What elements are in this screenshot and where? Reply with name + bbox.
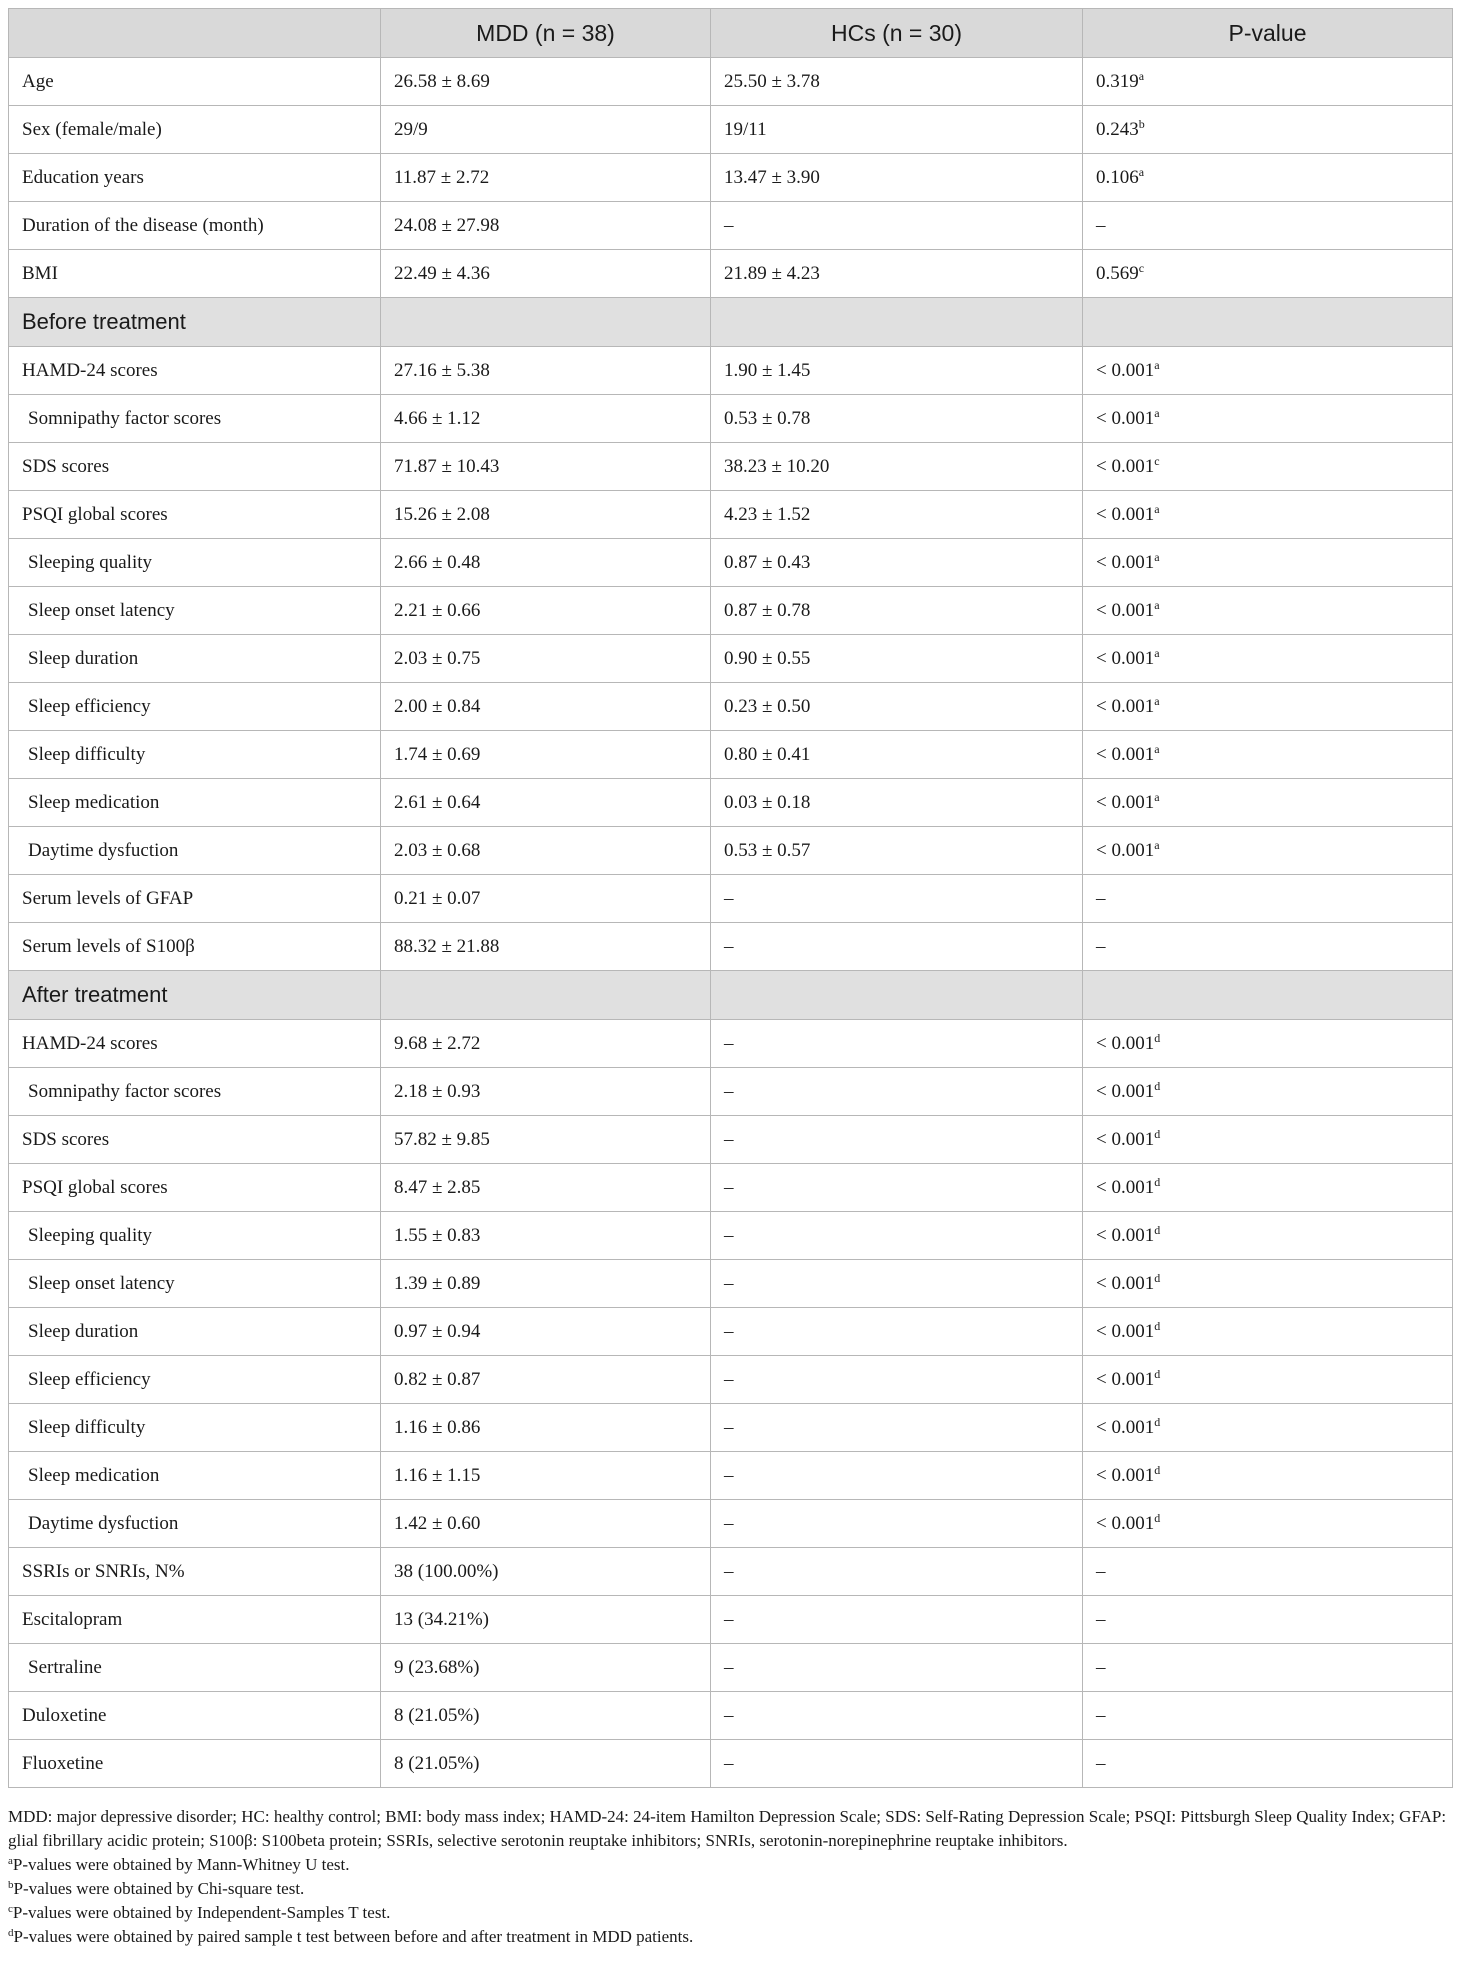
row-label: Sleeping quality xyxy=(9,1212,381,1260)
footnote-mark: d xyxy=(1154,1030,1161,1045)
row-label: Sleep difficulty xyxy=(9,731,381,779)
row-label: Sleep duration xyxy=(9,635,381,683)
row-label: Duration of the disease (month) xyxy=(9,202,381,250)
p-value-text: < 0.001 xyxy=(1096,1368,1155,1390)
header-cell-p-value: P-value xyxy=(1083,9,1453,58)
cell-hc: – xyxy=(711,1452,1083,1500)
footnote-mark: d xyxy=(1154,1366,1161,1381)
footnote xyxy=(8,1901,1454,1925)
cell-p-value xyxy=(1083,395,1453,443)
cell-p-value xyxy=(1083,1164,1453,1212)
footnote-mark: d xyxy=(8,1927,14,1939)
cell-hc: 38.23 ± 10.20 xyxy=(711,443,1083,491)
table-row xyxy=(9,347,1453,395)
row-label: Sleeping quality xyxy=(9,539,381,587)
cell-mdd: 22.49 ± 4.36 xyxy=(381,250,711,298)
cell-p-value xyxy=(1083,1404,1453,1452)
footnote-mark: a xyxy=(1154,405,1160,420)
cell-p-value xyxy=(1083,827,1453,875)
cell-hc: 1.90 ± 1.45 xyxy=(711,347,1083,395)
row-label: Sertraline xyxy=(9,1644,381,1692)
cell-hc: – xyxy=(711,1308,1083,1356)
row-label: Sleep efficiency xyxy=(9,1356,381,1404)
row-label: Sleep medication xyxy=(9,779,381,827)
p-value-text: < 0.001 xyxy=(1096,1032,1155,1054)
cell-p-value xyxy=(1083,1452,1453,1500)
cell-mdd: 26.58 ± 8.69 xyxy=(381,58,711,106)
table-row xyxy=(9,683,1453,731)
p-value-text: – xyxy=(1096,1608,1106,1630)
cell-p-value xyxy=(1083,635,1453,683)
cell-mdd: 2.66 ± 0.48 xyxy=(381,539,711,587)
cell-hc: – xyxy=(711,202,1083,250)
section-header-row xyxy=(9,298,1453,347)
cell-mdd: 71.87 ± 10.43 xyxy=(381,443,711,491)
cell-hc: – xyxy=(711,1068,1083,1116)
cell-hc: 19/11 xyxy=(711,106,1083,154)
cell-hc: 0.53 ± 0.57 xyxy=(711,827,1083,875)
header-cell-mdd: MDD (n = 38) xyxy=(381,9,711,58)
p-value-text: < 0.001 xyxy=(1096,1464,1155,1486)
cell-p-value xyxy=(1083,875,1453,923)
footnote-mark: a xyxy=(1154,357,1160,372)
p-value-text: < 0.001 xyxy=(1096,1128,1155,1150)
row-label: Education years xyxy=(9,154,381,202)
cell-mdd: 24.08 ± 27.98 xyxy=(381,202,711,250)
table-row xyxy=(9,58,1453,106)
footnote xyxy=(8,1877,1454,1901)
table-row xyxy=(9,443,1453,491)
footnote-mark: d xyxy=(1154,1462,1161,1477)
table-row xyxy=(9,1692,1453,1740)
table-row xyxy=(9,1308,1453,1356)
table-row xyxy=(9,1356,1453,1404)
cell-mdd: 0.82 ± 0.87 xyxy=(381,1356,711,1404)
p-value-text: < 0.001 xyxy=(1096,455,1155,477)
table-row xyxy=(9,106,1453,154)
cell-hc: – xyxy=(711,1500,1083,1548)
cell-hc: 0.87 ± 0.43 xyxy=(711,539,1083,587)
p-value-text: < 0.001 xyxy=(1096,1080,1155,1102)
footnotes xyxy=(8,1853,1454,1949)
footnote-text: P-values were obtained by Chi-square test. xyxy=(13,1879,305,1898)
table-row xyxy=(9,1596,1453,1644)
footnote-mark: c xyxy=(1138,260,1145,275)
row-label: BMI xyxy=(9,250,381,298)
cell-hc: – xyxy=(711,1356,1083,1404)
p-value-text: – xyxy=(1096,935,1106,957)
section-empty-cell xyxy=(1083,971,1453,1020)
footnote-mark: d xyxy=(1154,1174,1161,1189)
footnote-mark: b xyxy=(8,1879,14,1891)
table-header-row xyxy=(9,9,1453,58)
p-value-text: 0.106 xyxy=(1096,166,1139,188)
table-row xyxy=(9,395,1453,443)
footnote-mark: d xyxy=(1154,1078,1161,1093)
cell-p-value xyxy=(1083,1500,1453,1548)
section-title: Before treatment xyxy=(9,298,381,347)
table-row xyxy=(9,202,1453,250)
table-row xyxy=(9,779,1453,827)
table-row xyxy=(9,1404,1453,1452)
p-value-text: – xyxy=(1096,1656,1106,1678)
footnote-mark: d xyxy=(1154,1318,1161,1333)
cell-mdd: 9 (23.68%) xyxy=(381,1644,711,1692)
p-value-text: 0.319 xyxy=(1096,70,1139,92)
footnote xyxy=(8,1925,1454,1949)
p-value-text: 0.569 xyxy=(1096,262,1139,284)
row-label: PSQI global scores xyxy=(9,1164,381,1212)
row-label: Serum levels of S100β xyxy=(9,923,381,971)
cell-mdd: 2.00 ± 0.84 xyxy=(381,683,711,731)
table-row xyxy=(9,587,1453,635)
cell-hc: 4.23 ± 1.52 xyxy=(711,491,1083,539)
footnote-mark: d xyxy=(1154,1414,1161,1429)
table-row xyxy=(9,923,1453,971)
cell-p-value xyxy=(1083,1356,1453,1404)
cell-p-value xyxy=(1083,1740,1453,1788)
cell-mdd: 1.39 ± 0.89 xyxy=(381,1260,711,1308)
cell-hc: – xyxy=(711,875,1083,923)
footnote-mark: c xyxy=(1154,453,1160,468)
cell-hc: – xyxy=(711,1020,1083,1068)
cell-p-value xyxy=(1083,1068,1453,1116)
cell-mdd: 57.82 ± 9.85 xyxy=(381,1116,711,1164)
p-value-text: – xyxy=(1096,1704,1106,1726)
abbreviations-note: MDD: major depressive disorder; HC: healthy control; BMI: body mass index; HAMD-24: 24-item Hamilton Depression Scale; SDS: Self-Rating Depression Scale; PSQI: Pittsburgh Sleep Quality Index; GFAP: glial fibrillary acidic protein; S100β: S100beta protein; SSRIs, selective serotonin reuptake inhibitors; SNRIs, serotonin-norepinephrine reuptake inhibitors. xyxy=(8,1807,1447,1850)
p-value-text: < 0.001 xyxy=(1096,1512,1155,1534)
footnote-text: P-values were obtained by Independent-Samples T test. xyxy=(12,1903,391,1922)
cell-hc: 0.23 ± 0.50 xyxy=(711,683,1083,731)
footnote-mark: a xyxy=(1138,164,1145,179)
table-row xyxy=(9,731,1453,779)
cell-p-value xyxy=(1083,1308,1453,1356)
section-empty-cell xyxy=(381,298,711,347)
p-value-text: < 0.001 xyxy=(1096,1224,1155,1246)
p-value-text: < 0.001 xyxy=(1096,695,1155,717)
table-notes xyxy=(8,1805,1454,1949)
section-empty-cell xyxy=(711,298,1083,347)
cell-hc: 0.90 ± 0.55 xyxy=(711,635,1083,683)
footnote-mark: c xyxy=(8,1903,13,1915)
p-value-text: < 0.001 xyxy=(1096,503,1155,525)
cell-mdd: 2.18 ± 0.93 xyxy=(381,1068,711,1116)
row-label: SDS scores xyxy=(9,1116,381,1164)
row-label: Age xyxy=(9,58,381,106)
section-empty-cell xyxy=(381,971,711,1020)
row-label: Somnipathy factor scores xyxy=(9,395,381,443)
table-row xyxy=(9,827,1453,875)
table-row xyxy=(9,539,1453,587)
cell-p-value xyxy=(1083,1548,1453,1596)
cell-mdd: 1.16 ± 0.86 xyxy=(381,1404,711,1452)
row-label: Sleep duration xyxy=(9,1308,381,1356)
p-value-text: – xyxy=(1096,214,1106,236)
cell-mdd: 2.21 ± 0.66 xyxy=(381,587,711,635)
footnote-mark: a xyxy=(1138,68,1145,83)
table-row xyxy=(9,154,1453,202)
footnote-mark: d xyxy=(1154,1222,1161,1237)
row-label: Sleep onset latency xyxy=(9,587,381,635)
footnote-mark: a xyxy=(1154,501,1160,516)
cell-p-value xyxy=(1083,683,1453,731)
cell-p-value xyxy=(1083,347,1453,395)
cell-mdd: 0.21 ± 0.07 xyxy=(381,875,711,923)
footnote-mark: a xyxy=(1154,645,1160,660)
cell-hc: 13.47 ± 3.90 xyxy=(711,154,1083,202)
cell-p-value xyxy=(1083,1596,1453,1644)
cell-mdd: 0.97 ± 0.94 xyxy=(381,1308,711,1356)
cell-p-value xyxy=(1083,106,1453,154)
cell-p-value xyxy=(1083,779,1453,827)
cell-hc: 0.80 ± 0.41 xyxy=(711,731,1083,779)
table-row xyxy=(9,1116,1453,1164)
cell-p-value xyxy=(1083,58,1453,106)
cell-mdd: 15.26 ± 2.08 xyxy=(381,491,711,539)
p-value-text: 0.243 xyxy=(1096,118,1139,140)
p-value-text: – xyxy=(1096,1752,1106,1774)
cell-p-value xyxy=(1083,443,1453,491)
cell-hc: – xyxy=(711,1404,1083,1452)
footnote-mark: a xyxy=(1154,789,1160,804)
table-row xyxy=(9,1548,1453,1596)
table-row xyxy=(9,1260,1453,1308)
row-label: Sleep efficiency xyxy=(9,683,381,731)
demographics-table xyxy=(8,8,1453,1788)
p-value-text: – xyxy=(1096,1560,1106,1582)
table-row xyxy=(9,1644,1453,1692)
cell-mdd: 27.16 ± 5.38 xyxy=(381,347,711,395)
cell-p-value xyxy=(1083,1020,1453,1068)
footnote-mark: b xyxy=(1138,116,1145,131)
cell-hc: – xyxy=(711,1260,1083,1308)
cell-hc: – xyxy=(711,1212,1083,1260)
cell-p-value xyxy=(1083,1212,1453,1260)
cell-mdd: 8 (21.05%) xyxy=(381,1740,711,1788)
row-label: Sleep onset latency xyxy=(9,1260,381,1308)
cell-p-value xyxy=(1083,923,1453,971)
section-title: After treatment xyxy=(9,971,381,1020)
cell-mdd: 2.03 ± 0.68 xyxy=(381,827,711,875)
cell-hc: – xyxy=(711,923,1083,971)
footnote-mark: a xyxy=(1154,549,1160,564)
cell-p-value xyxy=(1083,202,1453,250)
cell-p-value xyxy=(1083,491,1453,539)
cell-p-value xyxy=(1083,1260,1453,1308)
cell-p-value xyxy=(1083,250,1453,298)
cell-hc: 0.87 ± 0.78 xyxy=(711,587,1083,635)
row-label: Somnipathy factor scores xyxy=(9,1068,381,1116)
row-label: Fluoxetine xyxy=(9,1740,381,1788)
footnote-mark: d xyxy=(1154,1270,1161,1285)
table-row xyxy=(9,1452,1453,1500)
section-header-row xyxy=(9,971,1453,1020)
footnote-mark: a xyxy=(1154,693,1160,708)
table-row xyxy=(9,1164,1453,1212)
header-cell-hc: HCs (n = 30) xyxy=(711,9,1083,58)
row-label: Sleep medication xyxy=(9,1452,381,1500)
cell-mdd: 8 (21.05%) xyxy=(381,1692,711,1740)
cell-p-value xyxy=(1083,731,1453,779)
p-value-text: < 0.001 xyxy=(1096,407,1155,429)
row-label: HAMD-24 scores xyxy=(9,347,381,395)
p-value-text: < 0.001 xyxy=(1096,1176,1155,1198)
cell-hc: – xyxy=(711,1692,1083,1740)
cell-p-value xyxy=(1083,1644,1453,1692)
table-row xyxy=(9,250,1453,298)
p-value-text: < 0.001 xyxy=(1096,1320,1155,1342)
p-value-text: < 0.001 xyxy=(1096,599,1155,621)
cell-p-value xyxy=(1083,154,1453,202)
cell-hc: – xyxy=(711,1644,1083,1692)
cell-p-value xyxy=(1083,1116,1453,1164)
p-value-text: – xyxy=(1096,887,1106,909)
table-row xyxy=(9,875,1453,923)
cell-hc: – xyxy=(711,1116,1083,1164)
p-value-text: < 0.001 xyxy=(1096,1416,1155,1438)
footnote-mark: d xyxy=(1154,1510,1161,1525)
p-value-text: < 0.001 xyxy=(1096,1272,1155,1294)
row-label: Duloxetine xyxy=(9,1692,381,1740)
table-row xyxy=(9,1500,1453,1548)
cell-hc: – xyxy=(711,1596,1083,1644)
footnote-text: P-values were obtained by paired sample t test between before and after treatment in MDD patients. xyxy=(13,1927,694,1946)
p-value-text: < 0.001 xyxy=(1096,839,1155,861)
table-row xyxy=(9,1740,1453,1788)
footnote-mark: d xyxy=(1154,1126,1161,1141)
cell-mdd: 11.87 ± 2.72 xyxy=(381,154,711,202)
cell-mdd: 38 (100.00%) xyxy=(381,1548,711,1596)
cell-mdd: 1.42 ± 0.60 xyxy=(381,1500,711,1548)
row-label: SSRIs or SNRIs, N% xyxy=(9,1548,381,1596)
row-label: Daytime dysfuction xyxy=(9,1500,381,1548)
cell-mdd: 2.61 ± 0.64 xyxy=(381,779,711,827)
cell-p-value xyxy=(1083,1692,1453,1740)
section-empty-cell xyxy=(1083,298,1453,347)
cell-hc: 21.89 ± 4.23 xyxy=(711,250,1083,298)
table-body xyxy=(9,58,1453,1788)
row-label: PSQI global scores xyxy=(9,491,381,539)
row-label: Sex (female/male) xyxy=(9,106,381,154)
p-value-text: < 0.001 xyxy=(1096,551,1155,573)
footnote-mark: a xyxy=(8,1855,13,1867)
cell-mdd: 4.66 ± 1.12 xyxy=(381,395,711,443)
table-row xyxy=(9,1020,1453,1068)
section-empty-cell xyxy=(711,971,1083,1020)
cell-mdd: 29/9 xyxy=(381,106,711,154)
cell-p-value xyxy=(1083,587,1453,635)
cell-mdd: 9.68 ± 2.72 xyxy=(381,1020,711,1068)
footnote-text: P-values were obtained by Mann-Whitney U test. xyxy=(12,1855,350,1874)
footnote xyxy=(8,1853,1454,1877)
cell-mdd: 1.74 ± 0.69 xyxy=(381,731,711,779)
table-row xyxy=(9,635,1453,683)
row-label: Escitalopram xyxy=(9,1596,381,1644)
row-label: Daytime dysfuction xyxy=(9,827,381,875)
cell-hc: 0.03 ± 0.18 xyxy=(711,779,1083,827)
p-value-text: < 0.001 xyxy=(1096,743,1155,765)
cell-hc: – xyxy=(711,1164,1083,1212)
p-value-text: < 0.001 xyxy=(1096,791,1155,813)
cell-mdd: 2.03 ± 0.75 xyxy=(381,635,711,683)
row-label: SDS scores xyxy=(9,443,381,491)
cell-hc: 25.50 ± 3.78 xyxy=(711,58,1083,106)
table-row xyxy=(9,1212,1453,1260)
row-label: Serum levels of GFAP xyxy=(9,875,381,923)
cell-hc: – xyxy=(711,1740,1083,1788)
cell-hc: – xyxy=(711,1548,1083,1596)
table-row xyxy=(9,1068,1453,1116)
table-row xyxy=(9,491,1453,539)
row-label: HAMD-24 scores xyxy=(9,1020,381,1068)
p-value-text: < 0.001 xyxy=(1096,647,1155,669)
p-value-text: < 0.001 xyxy=(1096,359,1155,381)
cell-mdd: 13 (34.21%) xyxy=(381,1596,711,1644)
cell-p-value xyxy=(1083,539,1453,587)
header-cell-label xyxy=(9,9,381,58)
cell-mdd: 1.55 ± 0.83 xyxy=(381,1212,711,1260)
cell-mdd: 8.47 ± 2.85 xyxy=(381,1164,711,1212)
cell-mdd: 88.32 ± 21.88 xyxy=(381,923,711,971)
footnote-mark: a xyxy=(1154,741,1160,756)
cell-hc: 0.53 ± 0.78 xyxy=(711,395,1083,443)
row-label: Sleep difficulty xyxy=(9,1404,381,1452)
cell-mdd: 1.16 ± 1.15 xyxy=(381,1452,711,1500)
footnote-mark: a xyxy=(1154,597,1160,612)
footnote-mark: a xyxy=(1154,837,1160,852)
